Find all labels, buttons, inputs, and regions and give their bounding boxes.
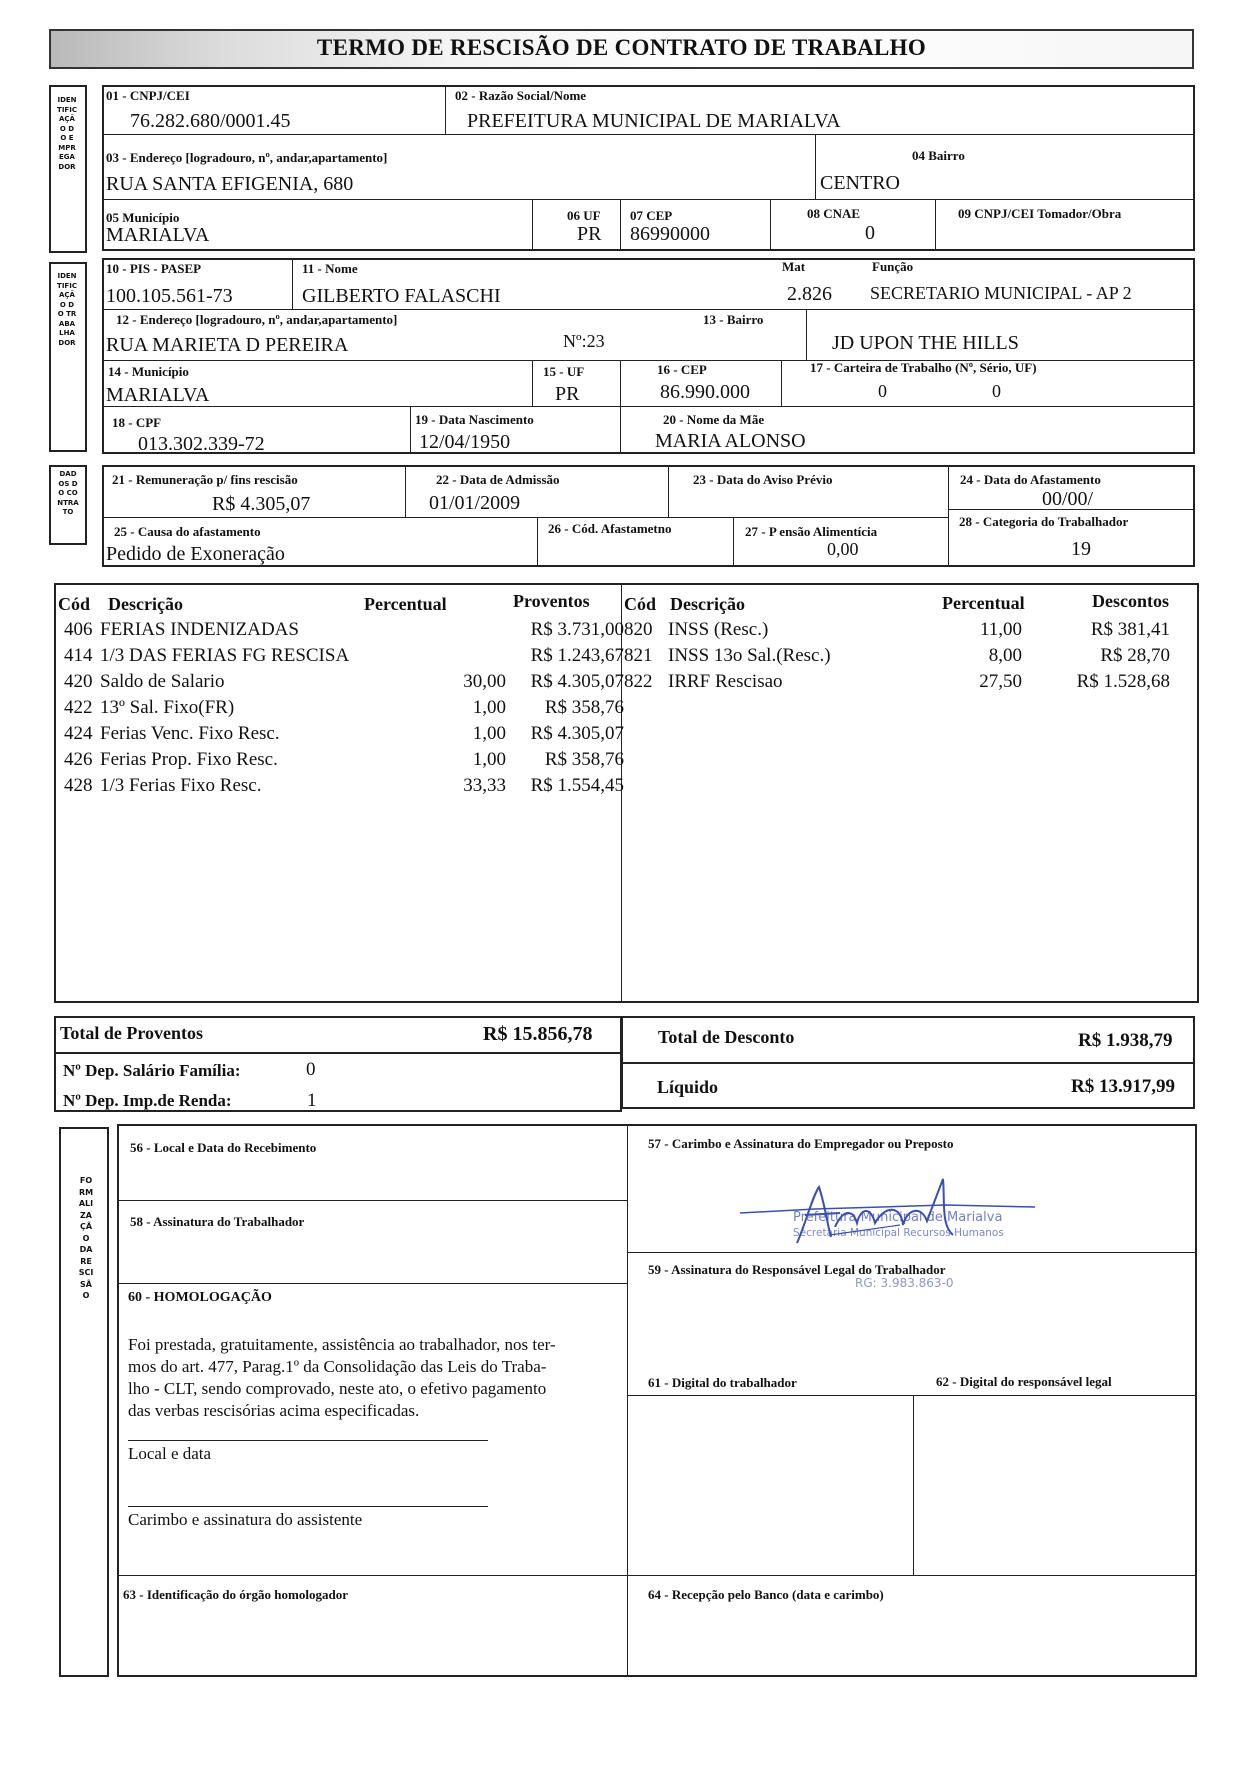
employer-city-value: MARIALVA xyxy=(106,224,210,246)
deductions-table xyxy=(624,591,1194,695)
pay-label: 21 - Remuneração p/ fins rescisão xyxy=(112,472,298,487)
earnings-pct: 33,33 xyxy=(463,775,506,796)
employer-uf-value: PR xyxy=(577,223,602,245)
earnings-rows xyxy=(58,617,624,799)
earnings-table xyxy=(58,591,624,799)
deductions-rows xyxy=(624,617,1194,695)
earnings-row xyxy=(58,773,624,799)
employer-signature xyxy=(735,1165,1035,1265)
homologation-line: Foi prestada, gratuitamente, assistência ao trabalhador, nos ter- xyxy=(128,1335,556,1354)
pay-value: R$ 4.305,07 xyxy=(212,493,311,515)
earnings-row xyxy=(58,721,624,747)
total-earnings-value: R$ 15.856,78 xyxy=(483,1023,593,1045)
earnings-row xyxy=(58,747,624,773)
employer-cep-label: 07 CEP xyxy=(630,208,673,223)
local-date-line xyxy=(128,1440,488,1441)
deductions-row xyxy=(624,643,1194,669)
ctps-label: 17 - Carteira de Trabalho (Nº, Sério, UF) xyxy=(810,360,1037,375)
stamp-rg: RG: 3.983.863-0 xyxy=(855,1276,954,1290)
worker-cep-label: 16 - CEP xyxy=(657,362,707,377)
cpf-label: 18 - CPF xyxy=(112,415,162,430)
earnings-header-row xyxy=(58,591,618,617)
employer-city-label: 05 Município xyxy=(106,210,180,225)
family-dependents-label: Nº Dep. Salário Família: xyxy=(63,1061,241,1080)
leave-label: 24 - Data do Afastamento xyxy=(960,472,1101,487)
worker-name-value: GILBERTO FALASCHI xyxy=(302,285,501,307)
earnings-amount: R$ 1.243,67 xyxy=(530,645,624,666)
field-63-label: 63 - Identificação do órgão homologador xyxy=(123,1587,348,1602)
taker-label: 09 CNPJ/CEI Tomador/Obra xyxy=(958,206,1122,221)
earnings-amount: R$ 1.554,45 xyxy=(530,775,624,796)
worker-number-value: Nº:23 xyxy=(563,331,605,351)
earnings-desc: 13º Sal. Fixo(FR) xyxy=(100,697,235,718)
cause-label: 25 - Causa do afastamento xyxy=(114,524,261,539)
field-60-label: 60 - HOMOLOGAÇÃO xyxy=(128,1290,272,1305)
earnings-desc: Ferias Venc. Fixo Resc. xyxy=(100,723,280,744)
family-dependents-value: 0 xyxy=(306,1059,316,1080)
worker-section-label: IDENTIFICAÇÃO DO TRABALHADOR xyxy=(57,272,77,347)
leave-code-label: 26 - Cód. Afastametno xyxy=(548,521,672,536)
deductions-amount: R$ 28,70 xyxy=(1100,645,1170,666)
employer-address-value: RUA SANTA EFIGENIA, 680 xyxy=(106,173,354,195)
stamp-line-2: Secretaria Municipal Recursos Humanos xyxy=(793,1227,1004,1239)
field-62-label: 62 - Digital do responsável legal xyxy=(936,1374,1112,1389)
mother-label: 20 - Nome da Mãe xyxy=(663,412,765,427)
total-deductions-value: R$ 1.938,79 xyxy=(1078,1030,1173,1051)
field-64-label: 64 - Recepção pelo Banco (data e carimbo) xyxy=(648,1587,884,1602)
homologation-text xyxy=(128,1334,556,1422)
worker-address-value: RUA MARIETA D PEREIRA xyxy=(106,334,349,356)
deductions-desc: INSS (Resc.) xyxy=(668,619,769,640)
alimony-value: 0,00 xyxy=(827,539,859,559)
earnings-amount: R$ 3.731,00 xyxy=(530,619,624,640)
net-value: R$ 13.917,99 xyxy=(1071,1076,1175,1097)
mat-value: 2.826 xyxy=(787,283,832,305)
deductions-amount: R$ 1.528,68 xyxy=(1076,671,1170,692)
earnings-amount: R$ 4.305,07 xyxy=(530,671,624,692)
field-58-label: 58 - Assinatura do Trabalhador xyxy=(130,1214,305,1229)
formalization-section-label: FORMALIZAÇÃO DA RESCISÃO xyxy=(78,1176,94,1300)
contract-section-label: DADOS DO CONTRATO xyxy=(57,470,79,516)
earnings-desc: Saldo de Salario xyxy=(100,671,225,692)
deductions-code: 822 xyxy=(624,671,653,692)
deductions-pct: 8,00 xyxy=(988,645,1022,666)
earnings-amount: R$ 358,76 xyxy=(544,697,624,718)
cnpj-label: 01 - CNPJ/CEI xyxy=(106,88,190,103)
stamp-line-1: Prefeitura Municipal de Marialva xyxy=(793,1210,1003,1225)
earnings-amount-header: Proventos xyxy=(513,591,590,611)
earnings-pct-header: Percentual xyxy=(364,594,447,614)
birth-label: 19 - Data Nascimento xyxy=(415,412,534,427)
worker-uf-label: 15 - UF xyxy=(543,364,585,379)
ctps-series-value: 0 xyxy=(992,381,1001,401)
deductions-header-row xyxy=(624,591,1194,617)
employer-district-value: CENTRO xyxy=(820,172,900,194)
earnings-row xyxy=(58,643,624,669)
deductions-code: 821 xyxy=(624,645,653,666)
cnae-label: 08 CNAE xyxy=(807,206,861,221)
earnings-desc-header: Descrição xyxy=(108,594,183,614)
earnings-code-header: Cód xyxy=(58,594,91,614)
cnae-value: 0 xyxy=(865,222,875,244)
earnings-amount: R$ 4.305,07 xyxy=(530,723,624,744)
total-earnings-label: Total de Proventos xyxy=(60,1023,204,1043)
field-61-label: 61 - Digital do trabalhador xyxy=(648,1375,797,1390)
employer-cep-value: 86990000 xyxy=(630,223,710,245)
deductions-desc: INSS 13o Sal.(Resc.) xyxy=(668,645,831,666)
assistant-line xyxy=(128,1506,488,1507)
deductions-desc-header: Descrição xyxy=(670,594,745,614)
worker-uf-value: PR xyxy=(555,383,580,405)
homologation-line: mos do art. 477, Parag.1º da Consolidação das Leis do Traba- xyxy=(128,1357,547,1376)
earnings-desc: 1/3 DAS FERIAS FG RESCISA xyxy=(100,645,350,666)
leave-value: 00/00/ xyxy=(1042,488,1094,510)
worker-address-label: 12 - Endereço [logradouro, nº, andar,apartamento] xyxy=(116,312,398,327)
cause-value: Pedido de Exoneração xyxy=(106,543,285,565)
deductions-row xyxy=(624,617,1194,643)
earnings-desc: 1/3 Ferias Fixo Resc. xyxy=(100,775,262,796)
homologation-line: lho - CLT, sendo comprovado, neste ato, o efetivo pagamento xyxy=(128,1379,547,1398)
deductions-desc: IRRF Rescisao xyxy=(668,671,783,692)
earnings-row xyxy=(58,695,624,721)
deductions-code: 820 xyxy=(624,619,653,640)
role-label: Função xyxy=(872,259,914,274)
deductions-amount-header: Descontos xyxy=(1092,591,1169,611)
admission-label: 22 - Data de Admissão xyxy=(436,472,560,487)
income-tax-dependents-value: 1 xyxy=(307,1090,317,1111)
field-56-label: 56 - Local e Data do Recebimento xyxy=(130,1140,317,1155)
earnings-desc: Ferias Prop. Fixo Resc. xyxy=(100,749,278,770)
earnings-pct: 1,00 xyxy=(472,749,506,770)
deductions-amount: R$ 381,41 xyxy=(1090,619,1170,640)
earnings-pct: 30,00 xyxy=(463,671,506,692)
role-value: SECRETARIO MUNICIPAL - AP 2 xyxy=(870,283,1132,303)
employer-name-label: 02 - Razão Social/Nome xyxy=(455,88,587,103)
worker-cep-value: 86.990.000 xyxy=(660,381,750,403)
pis-label: 10 - PIS - PASEP xyxy=(106,261,202,276)
employer-district-label: 04 Bairro xyxy=(912,148,965,163)
worker-name-label: 11 - Nome xyxy=(302,261,358,276)
document-title: TERMO DE RESCISÃO DE CONTRATO DE TRABALHO xyxy=(316,35,927,60)
category-value: 19 xyxy=(1071,538,1091,560)
income-tax-dependents-label: Nº Dep. Imp.de Renda: xyxy=(63,1091,232,1110)
alimony-label: 27 - P ensão Alimentícia xyxy=(745,524,878,539)
title-bar xyxy=(49,29,1194,69)
employer-name-value: PREFEITURA MUNICIPAL DE MARIALVA xyxy=(467,110,841,132)
category-label: 28 - Categoria do Trabalhador xyxy=(959,514,1129,529)
worker-city-label: 14 - Município xyxy=(108,364,189,379)
earnings-code: 406 xyxy=(64,619,93,640)
cpf-value: 013.302.339-72 xyxy=(138,433,265,455)
local-date-label: Local e data xyxy=(128,1444,212,1463)
earnings-row xyxy=(58,617,624,643)
deductions-code-header: Cód xyxy=(624,594,657,614)
field-59-label: 59 - Assinatura do Responsável Legal do Trabalhador xyxy=(648,1262,946,1277)
earnings-desc: FERIAS INDENIZADAS xyxy=(100,619,299,640)
pis-value: 100.105.561-73 xyxy=(106,285,233,307)
field-57-label: 57 - Carimbo e Assinatura do Empregador ou Preposto xyxy=(648,1136,954,1151)
worker-city-value: MARIALVA xyxy=(106,384,210,406)
earnings-code: 426 xyxy=(64,749,93,770)
employer-section-label: IDENTIFICAÇÃO DO EMPREGADOR xyxy=(57,96,77,171)
birth-value: 12/04/1950 xyxy=(419,431,511,453)
deductions-pct-header: Percentual xyxy=(942,593,1025,613)
notice-label: 23 - Data do Aviso Prévio xyxy=(693,472,833,487)
earnings-pct: 1,00 xyxy=(472,723,506,744)
deductions-row xyxy=(624,669,1194,695)
homologation-line: das verbas rescisórias acima especificadas. xyxy=(128,1401,420,1420)
assistant-label: Carimbo e assinatura do assistente xyxy=(128,1510,363,1529)
mother-value: MARIA ALONSO xyxy=(655,430,806,452)
mat-label: Mat xyxy=(782,259,806,274)
net-label: Líquido xyxy=(657,1077,719,1097)
employer-address-label: 03 - Endereço [logradouro, nº, andar,apartamento] xyxy=(106,150,388,165)
cnpj-value: 76.282.680/0001.45 xyxy=(130,110,291,132)
earnings-pct: 1,00 xyxy=(472,697,506,718)
worker-district-value: JD UPON THE HILLS xyxy=(832,332,1019,354)
earnings-code: 420 xyxy=(64,671,93,692)
earnings-code: 424 xyxy=(64,723,93,744)
earnings-amount: R$ 358,76 xyxy=(544,749,624,770)
earnings-code: 428 xyxy=(64,775,93,796)
deductions-pct: 11,00 xyxy=(979,619,1022,640)
earnings-code: 414 xyxy=(64,645,93,666)
admission-value: 01/01/2009 xyxy=(429,492,521,514)
worker-district-label: 13 - Bairro xyxy=(703,312,764,327)
earnings-code: 422 xyxy=(64,697,93,718)
employer-uf-label: 06 UF xyxy=(567,208,601,223)
ctps-number-value: 0 xyxy=(878,381,887,401)
total-deductions-label: Total de Desconto xyxy=(658,1027,795,1047)
earnings-row xyxy=(58,669,624,695)
deductions-pct: 27,50 xyxy=(979,671,1022,692)
